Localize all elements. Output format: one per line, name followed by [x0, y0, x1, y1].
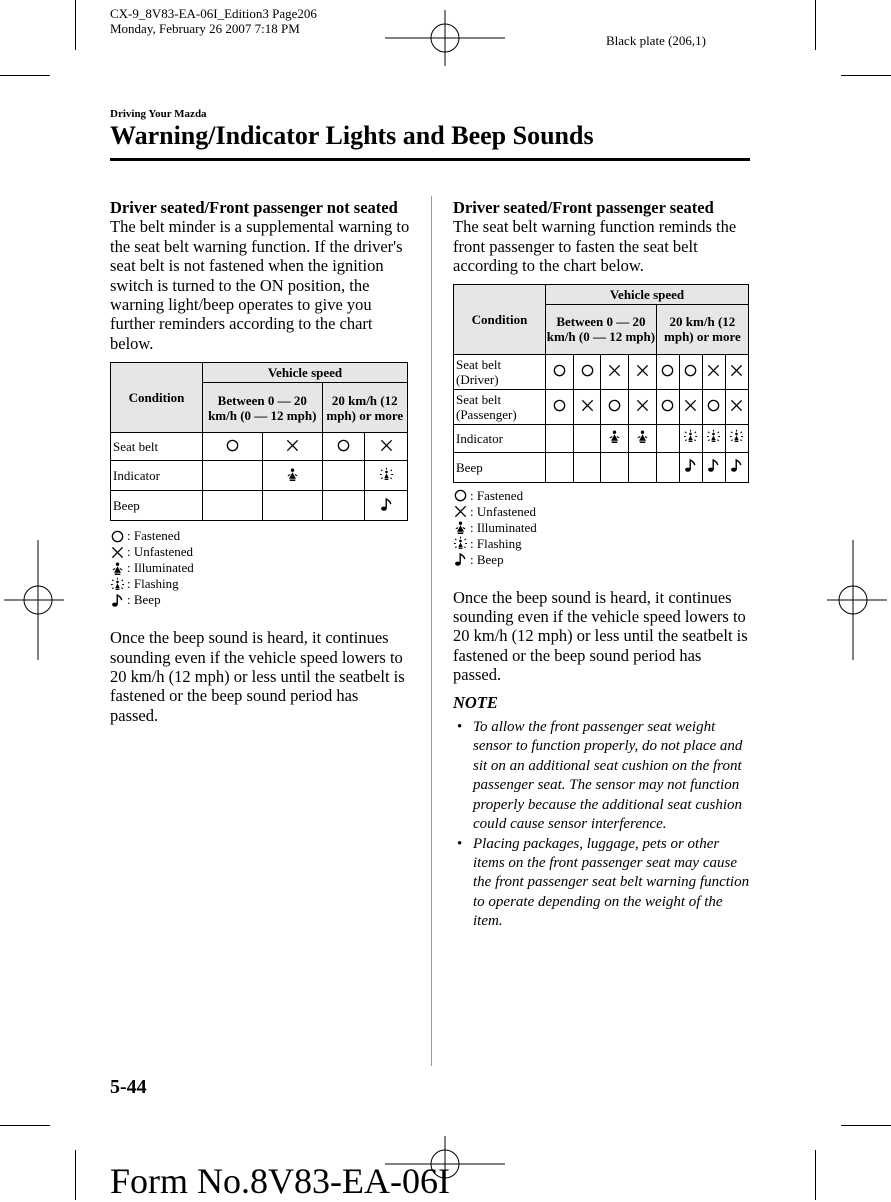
illuminated-icon: [607, 429, 622, 444]
fastened-icon: [660, 398, 675, 413]
illuminated-icon: [453, 520, 468, 535]
unfastened-icon: [379, 438, 394, 453]
unfastened-icon: [706, 363, 721, 378]
status-cell: [322, 433, 365, 461]
section-label: Driving Your Mazda: [110, 108, 207, 120]
row-label: Seat belt (Driver): [454, 354, 546, 389]
fastened-icon: [552, 363, 567, 378]
legend-label: : Flashing: [470, 535, 522, 551]
note-list: [453, 718, 751, 931]
legend-label: : Illuminated: [127, 560, 194, 576]
status-cell: [702, 452, 725, 482]
fastened-icon: [453, 488, 468, 503]
registration-mark-icon: [385, 10, 505, 66]
table-row: [454, 452, 749, 482]
legend-label: : Beep: [127, 592, 161, 608]
status-cell: [725, 424, 748, 452]
flashing-icon: [729, 429, 744, 444]
empty-cell: [262, 491, 322, 521]
unfastened-icon: [635, 398, 650, 413]
unfastened-icon: [729, 363, 744, 378]
legend-item-unfastened: [453, 504, 751, 520]
empty-cell: [601, 452, 629, 482]
empty-cell: [546, 452, 574, 482]
left-after-text: Once the beep sound is heard, it continues sounding even if the vehicle speed lowers to 20 km/h (12 mph) or less until the seatbelt is fastened or the beep sound period has passed.: [110, 628, 405, 725]
legend-label: : Unfastened: [470, 503, 537, 519]
crop-mark: [815, 0, 816, 50]
row-label: Beep: [454, 452, 546, 482]
unfastened-icon: [285, 438, 300, 453]
plate-label: Black plate (206,1): [606, 33, 706, 48]
beep-icon: [453, 552, 468, 567]
row-label: Indicator: [454, 424, 546, 452]
fastened-icon: [683, 363, 698, 378]
column-divider: [431, 196, 432, 1066]
beep-icon: [683, 458, 698, 473]
unfastened-icon: [580, 398, 595, 413]
status-cell: [679, 389, 702, 424]
beep-icon: [706, 458, 721, 473]
crop-mark: [75, 0, 76, 50]
legend-item-unfastened: [110, 544, 410, 560]
speed-high-header: 20 km/h (12 mph) or more: [322, 383, 407, 433]
status-cell: [725, 354, 748, 389]
status-cell: [702, 389, 725, 424]
flashing-icon: [706, 429, 721, 444]
beep-icon: [379, 497, 394, 512]
unfastened-icon: [683, 398, 698, 413]
empty-cell: [546, 424, 574, 452]
legend-item-beep: [110, 592, 410, 608]
table-row: [454, 389, 749, 424]
status-cell: [365, 433, 408, 461]
legend: [110, 528, 410, 608]
legend-item-beep: [453, 552, 751, 568]
note-item: • Placing packages, luggage, pets or other items on the front passenger seat may cause the front passenger seat belt warning function to operate depending on the weight of the item.: [473, 835, 751, 932]
row-label: Indicator: [111, 461, 203, 491]
page-title: Warning/Indicator Lights and Beep Sounds: [110, 121, 594, 150]
empty-cell: [203, 491, 263, 521]
status-cell: [725, 452, 748, 482]
unfastened-icon: [635, 363, 650, 378]
status-cell: [546, 354, 574, 389]
unfastened-icon: [729, 398, 744, 413]
legend-item-illuminated: [110, 560, 410, 576]
status-cell: [573, 389, 601, 424]
status-cell: [365, 491, 408, 521]
fastened-icon: [706, 398, 721, 413]
row-label: Beep: [111, 491, 203, 521]
status-cell: [203, 433, 263, 461]
status-cell: [601, 354, 629, 389]
print-meta-file: CX-9_8V83-EA-06I_Edition3 Page206: [110, 6, 317, 21]
status-cell: [262, 461, 322, 491]
beep-icon: [110, 593, 125, 608]
flashing-icon: [379, 467, 394, 482]
illuminated-icon: [110, 561, 125, 576]
fastened-icon: [552, 398, 567, 413]
fastened-icon: [660, 363, 675, 378]
table-row: [111, 491, 408, 521]
empty-cell: [656, 424, 679, 452]
fastened-icon: [225, 438, 240, 453]
left-chart-table: [110, 362, 408, 521]
note-title: NOTE: [453, 692, 498, 712]
speed-low-header: Between 0 — 20 km/h (0 — 12 mph): [546, 304, 657, 354]
empty-cell: [573, 424, 601, 452]
status-cell: [679, 354, 702, 389]
note-item: • To allow the front passenger seat weight sensor to function properly, do not place and sit on an additional seat cushion on the front passenger seat. The sensor may not function properly because the additional seat cushion could cause sensor interference.: [473, 718, 751, 834]
registration-mark-icon: [4, 540, 64, 660]
print-meta-date: Monday, February 26 2007 7:18 PM: [110, 21, 300, 36]
illuminated-icon: [285, 467, 300, 482]
crop-mark: [841, 75, 891, 76]
flashing-icon: [110, 577, 125, 592]
illuminated-icon: [635, 429, 650, 444]
legend-label: : Illuminated: [470, 519, 537, 535]
empty-cell: [629, 452, 657, 482]
form-number: Form No.8V83-EA-06I: [110, 1161, 450, 1201]
fastened-icon: [336, 438, 351, 453]
speed-low-header: Between 0 — 20 km/h (0 — 12 mph): [203, 383, 323, 433]
table-row: [111, 433, 408, 461]
left-column: [110, 198, 410, 725]
status-cell: [679, 452, 702, 482]
crop-mark: [0, 1125, 50, 1126]
status-cell: [725, 389, 748, 424]
status-cell: [601, 389, 629, 424]
condition-header: Condition: [454, 284, 546, 354]
status-cell: [546, 389, 574, 424]
status-cell: [601, 424, 629, 452]
status-cell: [629, 424, 657, 452]
empty-cell: [322, 461, 365, 491]
unfastened-icon: [110, 545, 125, 560]
status-cell: [262, 433, 322, 461]
speed-high-header: 20 km/h (12 mph) or more: [656, 304, 748, 354]
flashing-icon: [453, 536, 468, 551]
table-row: [454, 424, 749, 452]
empty-cell: [203, 461, 263, 491]
right-body: The seat belt warning function reminds the front passenger to fasten the seat belt according to the chart below.: [453, 217, 737, 276]
flashing-icon: [683, 429, 698, 444]
legend: [453, 488, 751, 568]
status-cell: [629, 389, 657, 424]
row-label: Seat belt (Passenger): [454, 389, 546, 424]
empty-cell: [656, 452, 679, 482]
beep-icon: [729, 458, 744, 473]
unfastened-icon: [607, 363, 622, 378]
crop-mark: [0, 75, 50, 76]
legend-label: : Fastened: [127, 528, 181, 544]
vehicle-speed-header: Vehicle speed: [546, 284, 749, 304]
legend-item-flashing: [453, 536, 751, 552]
legend-label: : Fastened: [470, 487, 524, 503]
fastened-icon: [110, 529, 125, 544]
crop-mark: [815, 1150, 816, 1200]
empty-cell: [322, 491, 365, 521]
page-number: 5-44: [110, 1076, 147, 1098]
left-heading: Driver seated/Front passenger not seated: [110, 198, 398, 217]
print-meta: [110, 6, 317, 36]
right-chart-table: [453, 284, 749, 483]
right-column: [453, 198, 751, 932]
legend-item-fastened: [110, 528, 410, 544]
fastened-icon: [580, 363, 595, 378]
right-after-text: Once the beep sound is heard, it continues sounding even if the vehicle speed lowers to 20 km/h (12 mph) or less until the seatbelt is fastened or the beep sound period has passed.: [453, 587, 748, 685]
unfastened-icon: [453, 504, 468, 519]
status-cell: [702, 354, 725, 389]
status-cell: [702, 424, 725, 452]
vehicle-speed-header: Vehicle speed: [203, 363, 408, 383]
registration-mark-icon: [827, 540, 887, 660]
row-label: Seat belt: [111, 433, 203, 461]
right-heading: Driver seated/Front passenger seated: [453, 198, 714, 217]
status-cell: [365, 461, 408, 491]
status-cell: [573, 354, 601, 389]
legend-label: : Unfastened: [127, 544, 194, 560]
legend-item-fastened: [453, 488, 751, 504]
legend-item-illuminated: [453, 520, 751, 536]
crop-mark: [841, 1125, 891, 1126]
table-row: [111, 461, 408, 491]
status-cell: [656, 354, 679, 389]
empty-cell: [573, 452, 601, 482]
status-cell: [679, 424, 702, 452]
legend-label: : Flashing: [127, 576, 179, 592]
status-cell: [656, 389, 679, 424]
legend-item-flashing: [110, 576, 410, 592]
condition-header: Condition: [111, 363, 203, 433]
left-body: The belt minder is a supplemental warning to the seat belt warning function. If the driver's seat belt is not fastened when the ignition switch is turned to the ON position, the warning light/beep operates to give you further reminders according to the chart below.: [110, 217, 410, 353]
legend-label: : Beep: [470, 551, 504, 567]
crop-mark: [75, 1150, 76, 1200]
fastened-icon: [607, 398, 622, 413]
table-row: [454, 354, 749, 389]
title-rule: [110, 158, 750, 161]
status-cell: [629, 354, 657, 389]
